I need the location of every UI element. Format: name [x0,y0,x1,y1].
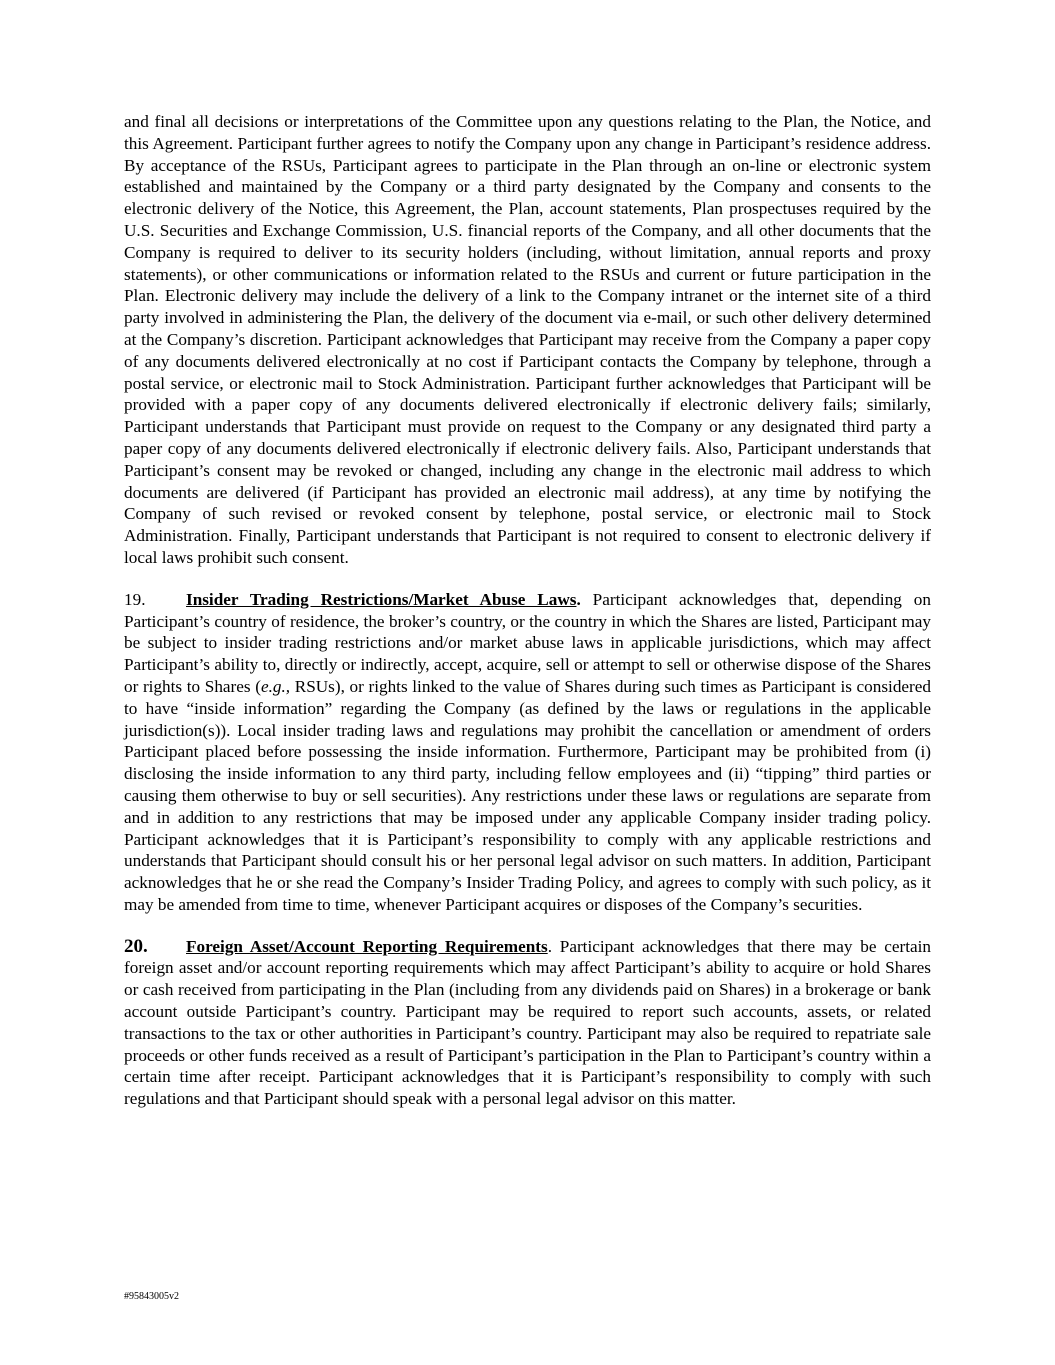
section-20-number: 20. [124,935,148,957]
paragraph-18-continuation: and final all decisions or interpretations of the Committee upon any questions relating to the Plan, the Notice, and this Agreement. Participant further agrees to notify the Company upon any change in Participant’s residence address. By acceptance of the RSUs, Participant agrees to participate in the Plan through an on-line or electronic system established and maintained by the Company or a third party designated by the Company and consents to the electronic delivery of the Notice, this Agreement, the Plan, account statements, Plan prospectuses required by the U.S. Securities and Exchange Commission, U.S. financial reports of the Company, and all other documents that the Company is required to deliver to its security holders (including, without limitation, annual reports and proxy statements), or other communications or information related to the RSUs and current or future participation in the Plan. Electronic delivery may include the delivery of a link to the Company intranet or the internet site of a third party involved in administering the Plan, the delivery of the document via e-mail, or such other delivery determined at the Company’s discretion. Participant acknowledges that Participant may receive from the Company a paper copy of any documents delivered electronically at no cost if Participant contacts the Company by telephone, through a postal service, or electronic mail to Stock Administration. Participant further acknowledges that Participant will be provided with a paper copy of any documents delivered electronically if electronic delivery fails; similarly, Participant understands that Participant must provide on request to the Company or any designated third party a paper copy of any documents delivered electronically if electronic delivery fails. Also, Participant understands that Participant’s consent may be revoked or changed, including any change in the electronic mail address to which documents are delivered (if Participant has provided an electronic mail address), at any time by notifying the Company of such revised or revoked consent by telephone, postal service, or electronic mail to Stock Administration. Finally, Participant understands that Participant is not required to consent to electronic delivery if local laws prohibit such consent. [124,112,931,567]
section-20 [124,936,931,1110]
section-20-heading: Foreign Asset/Account Reporting Requirements [186,936,548,956]
section-19-heading-period: . [576,589,581,609]
section-19-eg: e.g., [260,676,291,696]
section-20-text: Participant acknowledges that there may be certain foreign asset and/or account reporting requirements which may affect Participant’s ability to acquire or hold Shares or cash received from participating in the Plan (including from any dividends paid on Shares) in a brokerage or bank account outside Participant’s country. Participant may be required to report such accounts, assets, or related transactions to the tax or other authorities in Participant’s country. Participant may also be required to repatriate sale proceeds or other funds received as a result of Participant’s participation in the Plan to Participant’s country within a certain time after receipt. Participant acknowledges that it is Participant’s responsibility to comply with such regulations and that Participant should speak with a personal legal advisor on this matter. [124,936,932,1109]
section-19-heading: Insider Trading Restrictions/Market Abuse Laws [186,589,577,609]
section-19-text-a: Participant acknowledges that, depending on Participant’s country of residence, the broker’s country, or the country in which the Shares are listed, Participant may be subject to insider trading restrictions and/or market abuse laws in applicable jurisdictions, which may affect Participant’s ability to, directly or indirectly, accept, acquire, sell or attempt to sell or otherwise dispose of the Shares or rights to Shares ( [124,589,931,696]
document-id-footer: #95843005v2 [124,1291,179,1302]
document-page [124,111,931,1110]
section-19-text-b: RSUs), or rights linked to the value of Shares during such times as Participant is considered to have “inside information” regarding the Company (as defined by the laws or regulations in the applicable jurisdiction(s)). Local insider trading laws and regulations may prohibit the cancellation or amendment of orders Participant placed before possessing the inside information. Furthermore, Participant may be prohibited from (i) disclosing the inside information to any third party, including fellow employees and (ii) “tipping” third parties or causing them otherwise to buy or sell securities). Any restrictions under these laws or regulations are separate from and in addition to any restrictions that may be imposed under any applicable Company insider trading policy. Participant acknowledges that it is Participant’s responsibility to comply with any applicable restrictions and understands that Participant should consult his or her personal legal advisor on such matters. In addition, Participant acknowledges that he or she read the Company’s Insider Trading Policy, and agrees to comply with such policy, as it may be amended from time to time, whenever Participant acquires or disposes of the Company’s securities. [124,676,931,914]
section-19-number: 19. [124,589,146,609]
section-19 [124,589,931,916]
section-20-heading-period: . [547,936,552,956]
